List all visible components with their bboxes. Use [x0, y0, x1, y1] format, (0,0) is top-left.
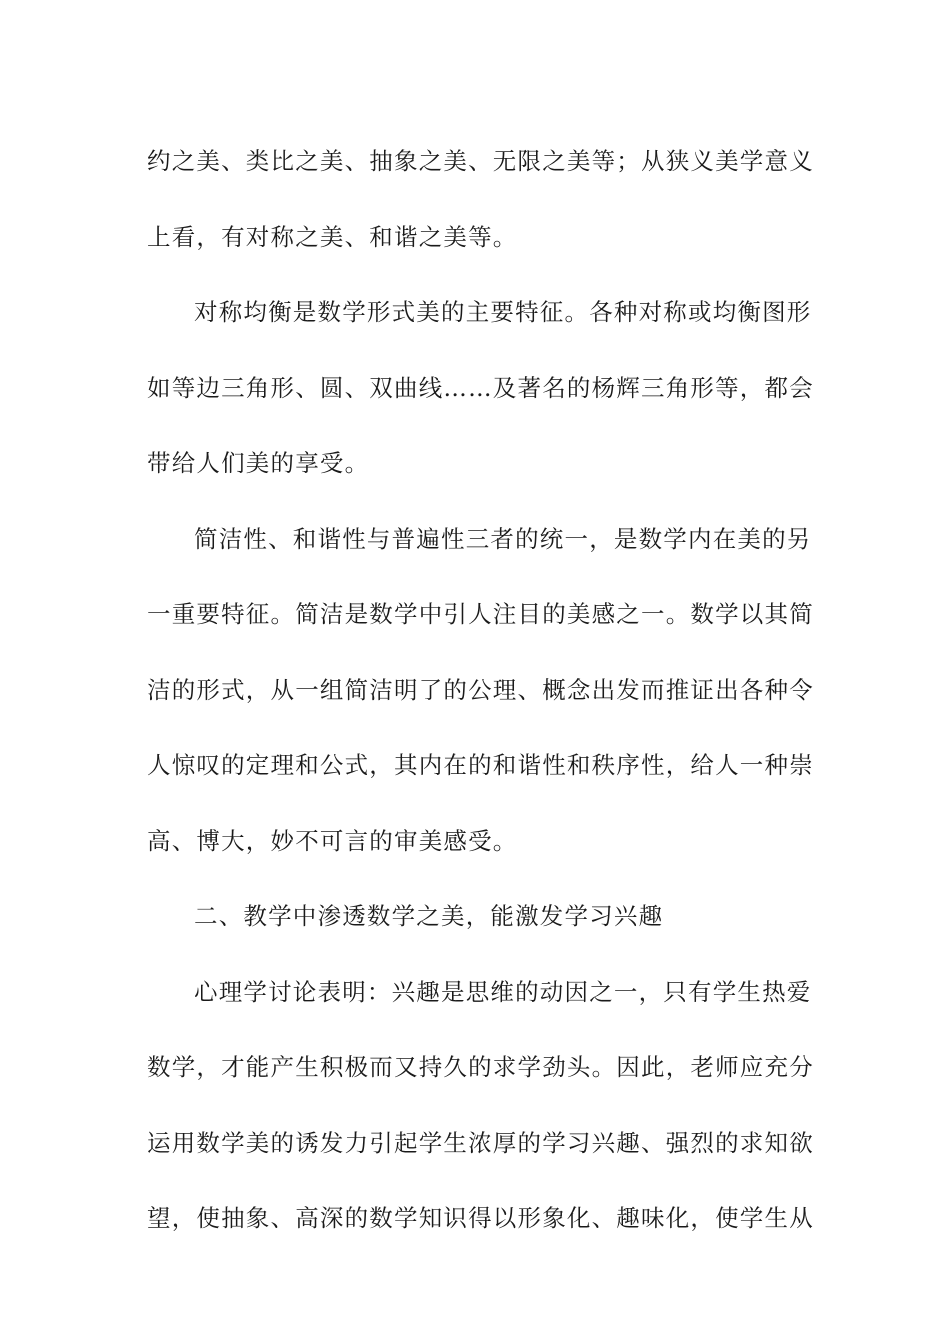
text-line: 带给人们美的享受。 [147, 449, 370, 477]
text-line: 对称均衡是数学形式美的主要特征。各种对称或均衡图形 [194, 298, 812, 326]
text-line: 心理学讨论表明：兴趣是思维的动因之一，只有学生热爱 [194, 977, 812, 1006]
text-line: 高、博大，妙不可言的审美感受。 [147, 826, 518, 855]
text-line: 运用数学美的诱发力引起学生浓厚的学习兴趣、强烈的求知欲 [147, 1128, 814, 1157]
text-line: 上看，有对称之美、和谐之美等。 [147, 222, 518, 251]
text-line: 数学，才能产生积极而又持久的求学劲头。因此，老师应充分 [147, 1053, 814, 1081]
text-line: 人惊叹的定理和公式，其内在的和谐性和秩序性，给人一种崇 [147, 751, 814, 779]
section-heading: 二、教学中渗透数学之美，能激发学习兴趣 [194, 902, 664, 930]
text-line: 约之美、类比之美、抽象之美、无限之美等；从狭义美学意义 [147, 147, 814, 175]
text-line: 如等边三角形、圆、双曲线……及著名的杨辉三角形等，都会 [147, 373, 814, 402]
text-line: 一重要特征。简洁是数学中引人注目的美感之一。数学以其简 [147, 600, 814, 628]
text-line: 洁的形式，从一组简洁明了的公理、概念出发而推证出各种令 [147, 675, 814, 704]
body-text [147, 124, 814, 1257]
text-line: 简洁性、和谐性与普遍性三者的统一，是数学内在美的另 [194, 524, 812, 553]
text-line: 望，使抽象、高深的数学知识得以形象化、趣味化，使学生从 [147, 1204, 814, 1232]
